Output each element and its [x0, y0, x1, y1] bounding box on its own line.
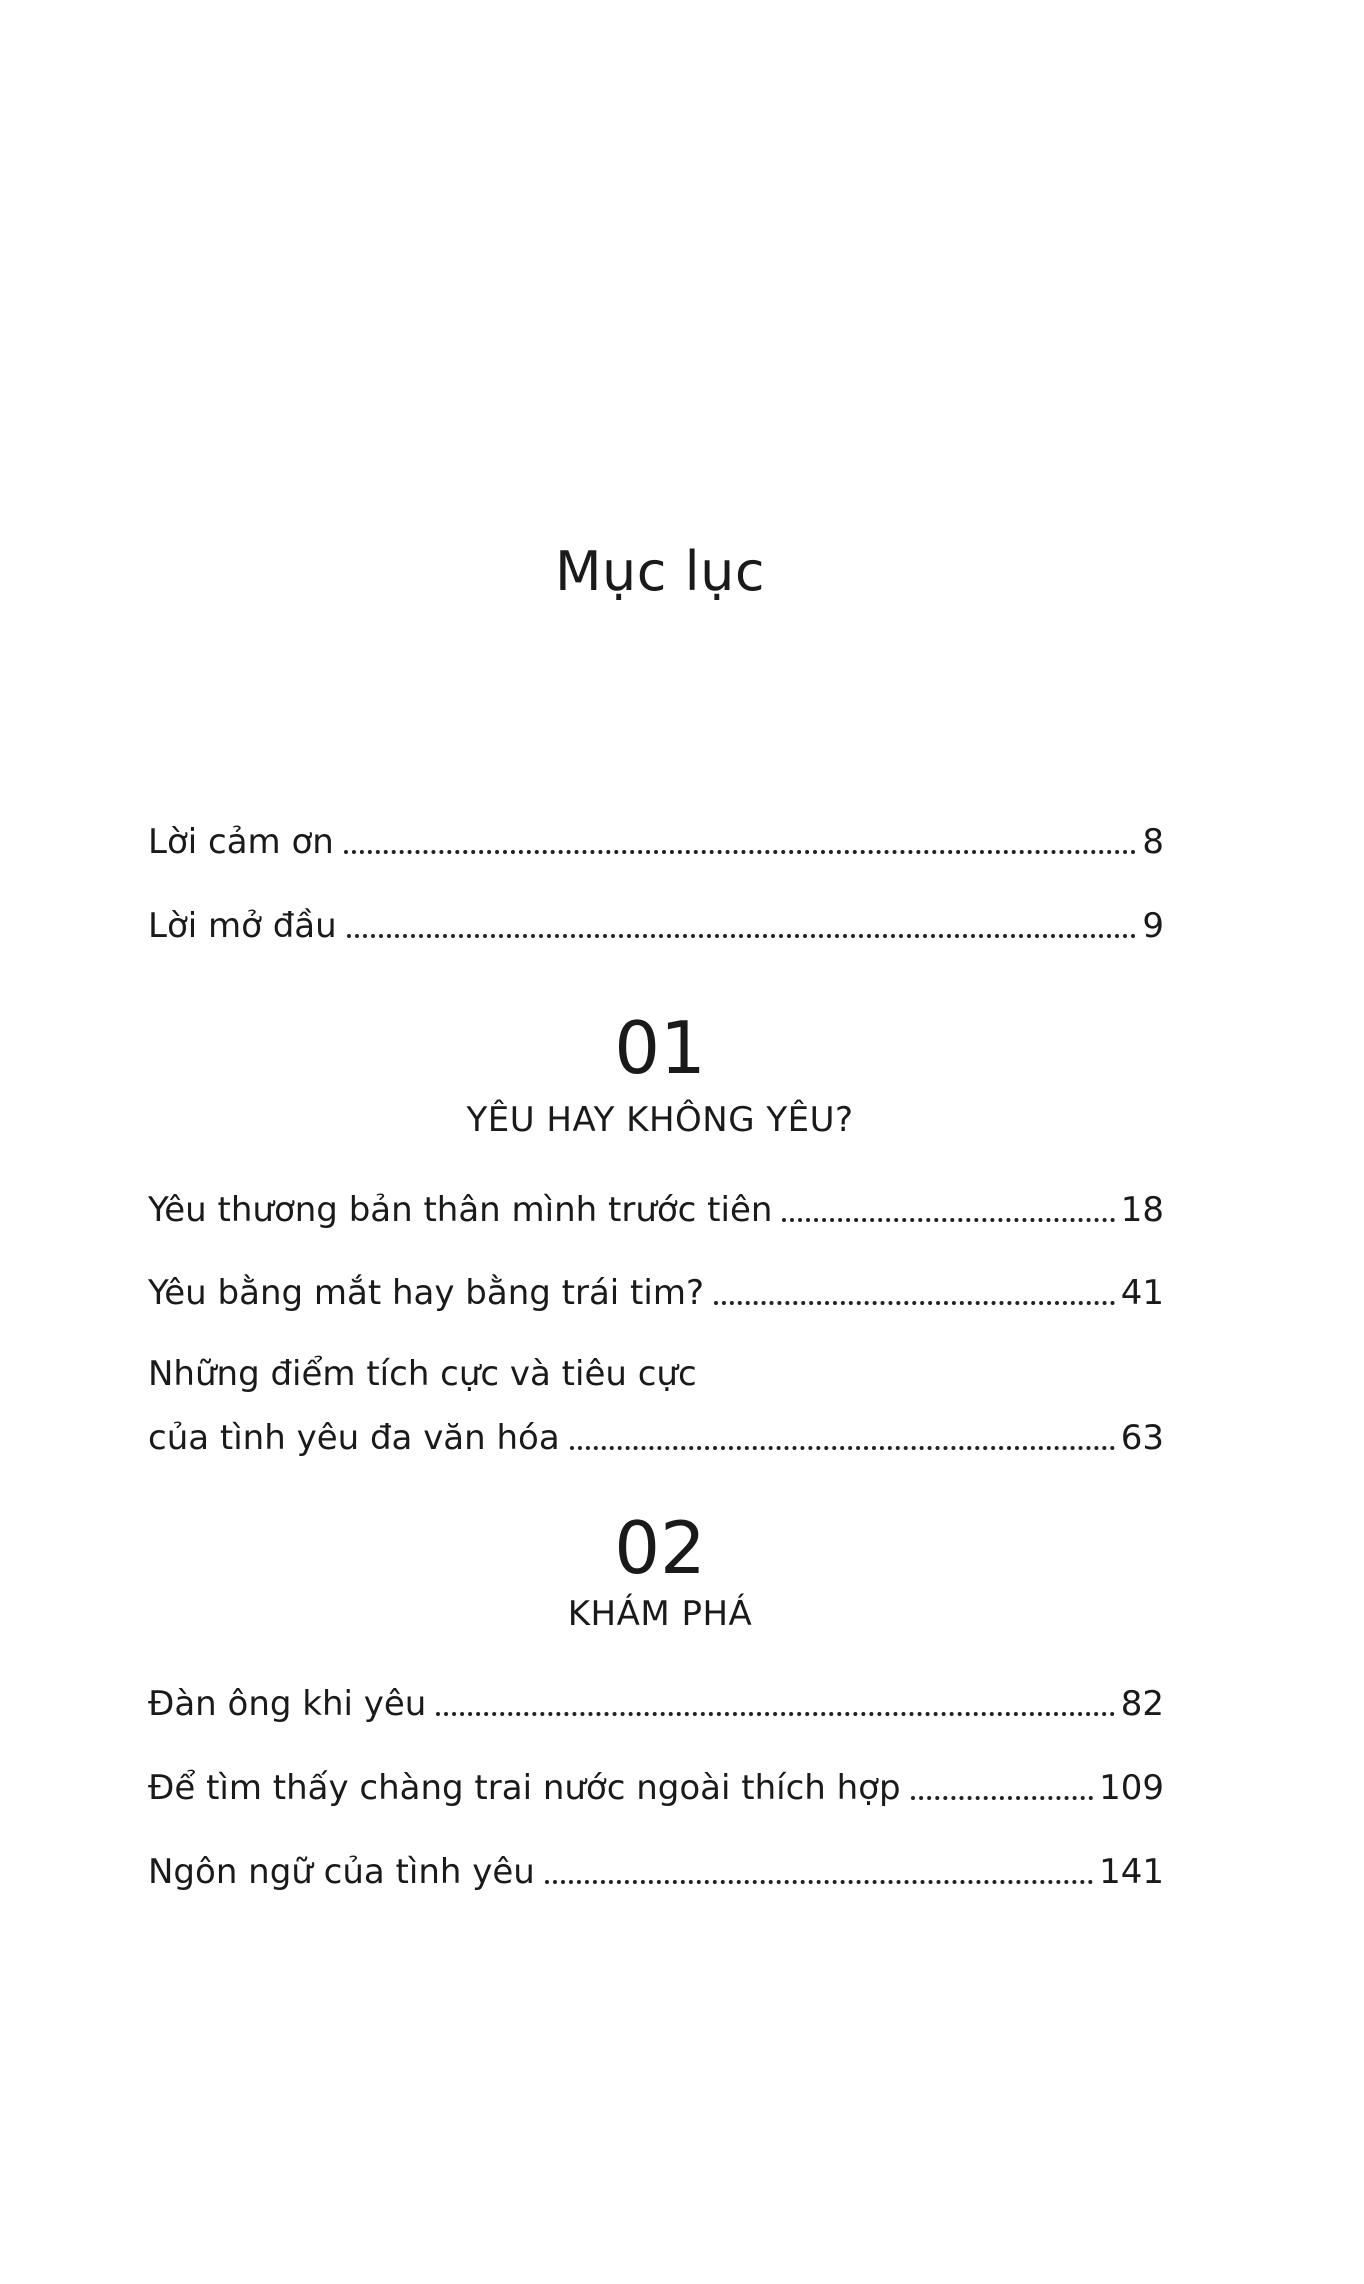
part-title-02: KHÁM PHÁ	[567, 1594, 753, 1634]
toc-entry	[148, 1682, 1164, 1726]
toc-entry-page-number: 9	[1142, 906, 1164, 946]
page-title: Mục lục	[554, 540, 766, 603]
toc-entry-label: Yêu thương bản thân mình trước tiên	[148, 1190, 773, 1230]
part-title-01: YÊU HAY KHÔNG YÊU?	[466, 1100, 854, 1140]
toc-entry-page-number: 141	[1099, 1852, 1164, 1892]
toc-entry-label-line1: Những điểm tích cực và tiêu cực	[148, 1354, 697, 1394]
dot-leader	[545, 1880, 1093, 1884]
toc-entry-label: Lời cảm ơn	[148, 822, 334, 862]
toc-entry	[148, 1416, 1164, 1460]
dot-leader	[344, 850, 1137, 854]
toc-entry	[148, 1271, 1164, 1315]
toc-entry-acknowledgements	[148, 820, 1164, 864]
dot-leader	[911, 1796, 1094, 1800]
part-number-02: 02	[614, 1506, 706, 1590]
toc-entry-page-number: 63	[1120, 1418, 1164, 1458]
dot-leader	[436, 1712, 1114, 1716]
toc-entry-page-number: 109	[1099, 1768, 1164, 1808]
part-number-01: 01	[614, 1006, 706, 1090]
toc-entry-page-number: 41	[1120, 1273, 1164, 1313]
toc-entry-label: Yêu bằng mắt hay bằng trái tim?	[148, 1273, 704, 1313]
toc-entry-label: Để tìm thấy chàng trai nước ngoài thích hợp	[148, 1768, 901, 1808]
toc-entry-page-number: 8	[1142, 822, 1164, 862]
toc-entry-label: của tình yêu đa văn hóa	[148, 1418, 560, 1458]
toc-entry	[148, 1850, 1164, 1894]
toc-entry-label: Lời mở đầu	[148, 906, 337, 946]
toc-entry	[148, 1188, 1164, 1232]
dot-leader	[782, 1218, 1114, 1222]
dot-leader	[347, 934, 1137, 938]
dot-leader	[714, 1301, 1115, 1305]
toc-entry	[148, 1766, 1164, 1810]
toc-entry-introduction	[148, 904, 1164, 948]
toc-entry-page-number: 18	[1120, 1190, 1164, 1230]
dot-leader	[570, 1446, 1115, 1450]
toc-entry-page-number: 82	[1120, 1684, 1164, 1724]
toc-entry-label: Đàn ông khi yêu	[148, 1684, 427, 1724]
toc-entry-label: Ngôn ngữ của tình yêu	[148, 1852, 535, 1892]
